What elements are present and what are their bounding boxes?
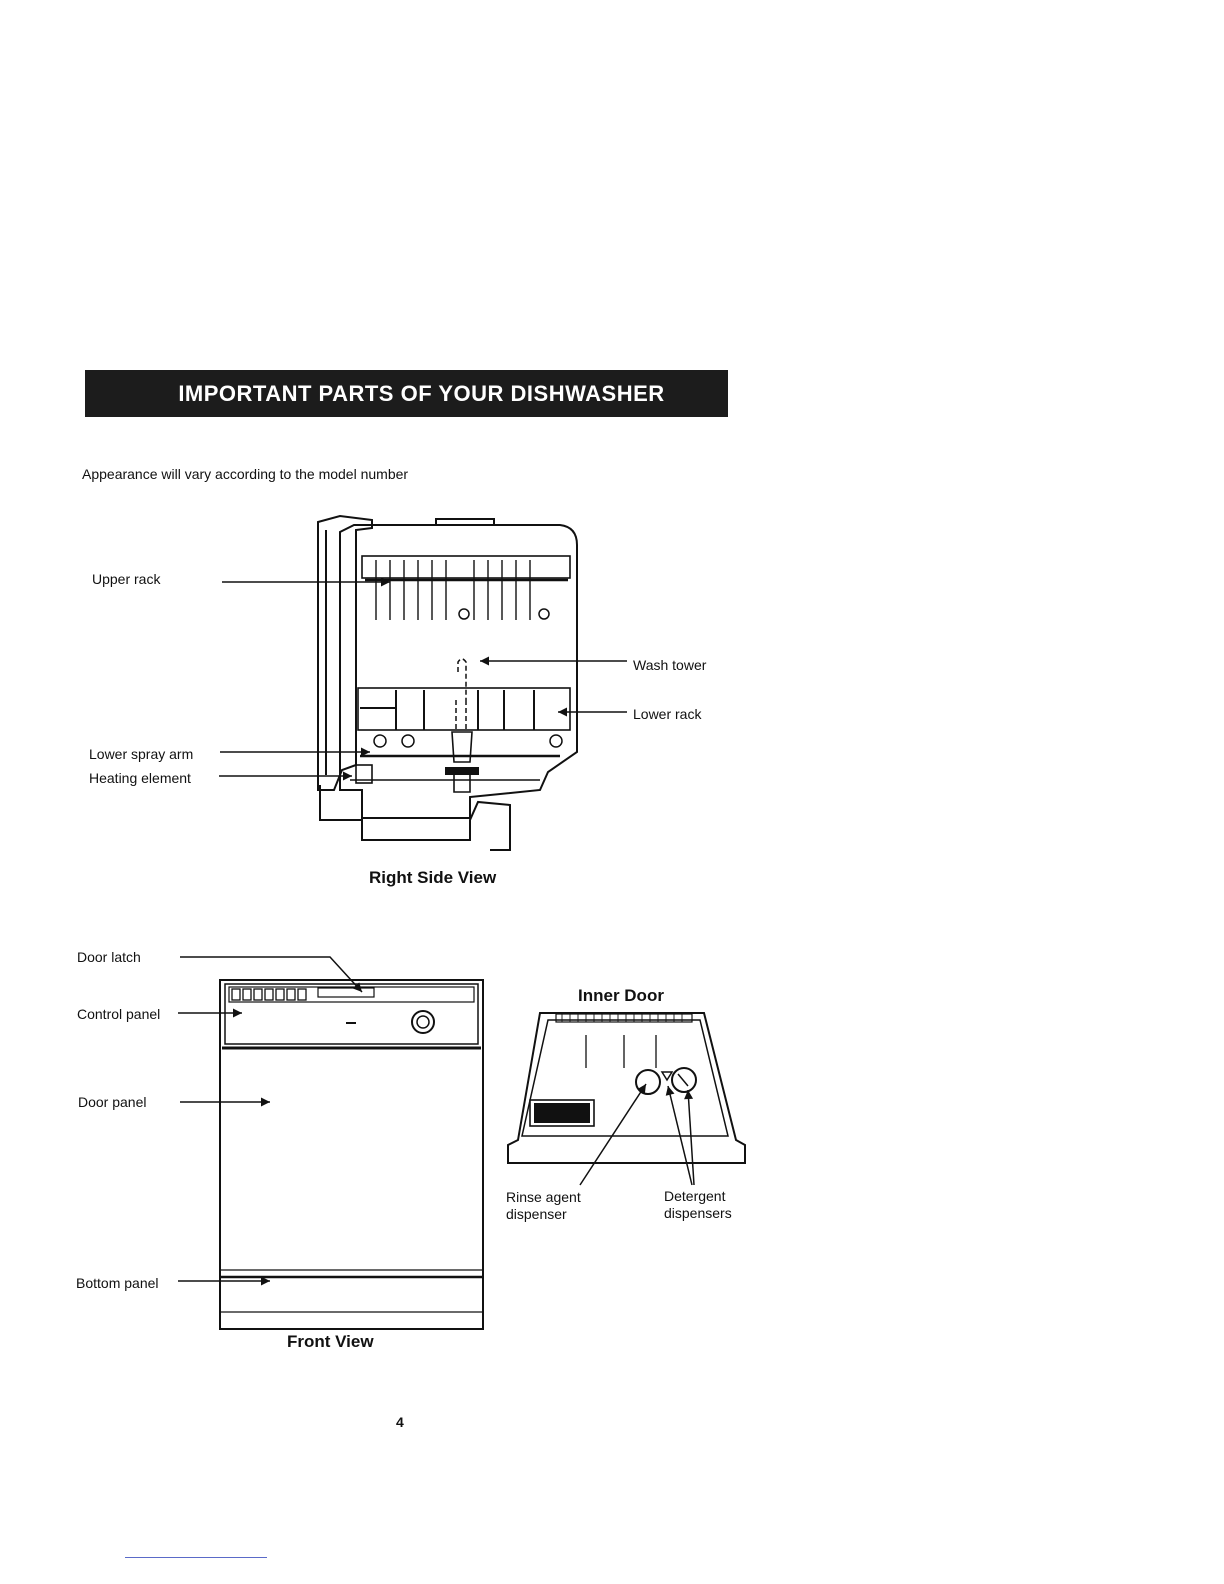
label-bottom-panel: Bottom panel bbox=[76, 1275, 159, 1291]
label-rinse-agent-line2: dispenser bbox=[506, 1206, 567, 1222]
label-detergent-line1: Detergent bbox=[664, 1188, 726, 1204]
label-door-panel: Door panel bbox=[78, 1094, 147, 1110]
label-control-panel: Control panel bbox=[77, 1006, 161, 1022]
front-view-leaders bbox=[178, 957, 362, 1281]
label-door-latch: Door latch bbox=[77, 949, 141, 965]
page-number: 4 bbox=[396, 1414, 404, 1430]
inner-door-drawing bbox=[508, 1013, 745, 1163]
inner-door-leaders bbox=[580, 1084, 694, 1185]
right-side-view-leaders bbox=[219, 582, 627, 776]
label-wash-tower: Wash tower bbox=[633, 657, 707, 673]
label-lower-spray-arm: Lower spray arm bbox=[89, 746, 194, 762]
right-side-view-drawing bbox=[318, 516, 577, 850]
label-heating-element: Heating element bbox=[89, 770, 191, 786]
label-upper-rack: Upper rack bbox=[92, 571, 161, 587]
label-rinse-agent-line1: Rinse agent bbox=[506, 1189, 581, 1205]
caption-inner-door: Inner Door bbox=[578, 986, 664, 1005]
front-view-drawing bbox=[220, 980, 483, 1329]
intro-text: Appearance will vary according to the model number bbox=[82, 466, 409, 482]
page-title: IMPORTANT PARTS OF YOUR DISHWASHER bbox=[178, 380, 665, 406]
label-lower-rack: Lower rack bbox=[633, 706, 702, 722]
caption-right-side-view: Right Side View bbox=[369, 868, 497, 887]
label-detergent-line2: dispensers bbox=[664, 1205, 732, 1221]
caption-front-view: Front View bbox=[287, 1332, 374, 1351]
